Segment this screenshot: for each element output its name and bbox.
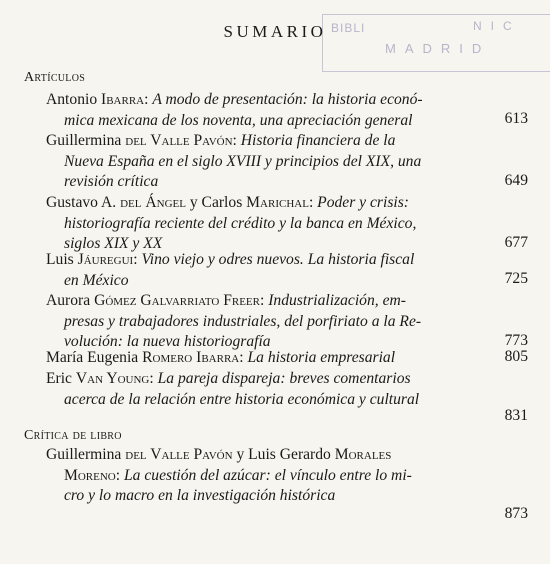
author-surname: del Valle Pavón xyxy=(125,446,233,463)
toc-entry xyxy=(46,291,466,353)
entry-title-cont: cro y lo macro en la investigación histórica xyxy=(64,487,336,504)
author-surname: Jáuregui xyxy=(77,251,134,268)
toc-entry xyxy=(46,131,466,193)
author-surname: del Valle Pavón xyxy=(125,132,233,149)
entry-title: Historia financiera de la xyxy=(240,132,396,149)
entry-line: Eric Van Young: La pareja dispareja: breves comentarios xyxy=(46,370,411,387)
entry-title: La cuestión del azúcar: el vínculo entre lo mi- xyxy=(124,466,412,484)
entry-line: María Eugenia Romero Ibarra: La historia empresarial xyxy=(46,349,396,366)
page-number: 805 xyxy=(504,348,528,365)
entry-title-cont: historiografía reciente del crédito y la banca en México, xyxy=(64,214,417,232)
page-number: 677 xyxy=(504,234,528,251)
entry-line: Antonio Ibarra: A modo de presentación: la historia econó- xyxy=(46,91,423,108)
page-number: 831 xyxy=(504,407,528,424)
entry-title: Industrialización, em- xyxy=(268,292,406,309)
entry-title: A modo de presentación: la historia econó- xyxy=(152,91,423,108)
author-surname: del Ángel xyxy=(120,194,186,211)
page-number: 725 xyxy=(504,270,528,287)
entry-title: Vino viejo y odres nuevos. La historia fiscal xyxy=(141,251,415,268)
entry-line: Luis Jáuregui: Vino viejo y odres nuevos. La historia fiscal xyxy=(46,251,415,268)
author-surname: Marichal xyxy=(246,194,309,211)
page-number: 773 xyxy=(504,332,528,349)
stamp-text-3: MADRID xyxy=(385,41,491,56)
entry-title-cont: siglos XIX y XX xyxy=(64,235,163,252)
page-number: 649 xyxy=(504,172,528,189)
entry-title-cont: en México xyxy=(64,271,129,289)
toc-entry xyxy=(46,90,466,131)
entry-title-cont: acerca de la relación entre historia económica y cultural xyxy=(64,390,420,408)
author-surname: Van Young xyxy=(75,370,150,387)
entry-title-cont: revisión crítica xyxy=(64,173,159,190)
stamp-text-1: BIBLI xyxy=(331,21,366,35)
section-heading-critica: Crítica de libro xyxy=(24,428,122,443)
author-surname: Ibarra xyxy=(101,91,145,108)
author-surname: Gómez Galvarriato Freer xyxy=(94,292,260,309)
entry-title: La pareja dispareja: breves comentarios xyxy=(157,370,411,387)
toc-entry xyxy=(46,193,466,255)
section-heading-articulos: Artículos xyxy=(24,70,86,85)
entry-line: Guillermina del Valle Pavón: Historia financiera de la xyxy=(46,132,396,149)
page-number: 873 xyxy=(504,505,528,522)
entry-title-cont: Nueva España en el siglo XVIII y principios del XIX, una xyxy=(64,152,422,170)
toc-entry xyxy=(46,445,466,507)
author-surname: Moreno xyxy=(64,466,116,484)
entry-title: La historia empresarial xyxy=(247,349,396,366)
entry-line: Guillermina del Valle Pavón y Luis Gerardo Morales xyxy=(46,446,392,463)
entry-line: Aurora Gómez Galvarriato Freer: Industrialización, em- xyxy=(46,292,406,309)
author-surname: Morales xyxy=(334,446,392,463)
toc-entry xyxy=(46,348,466,369)
entry-line: Moreno: La cuestión del azúcar: el vínculo entre lo mi- xyxy=(64,466,412,484)
toc-entry xyxy=(46,369,466,410)
toc-entry xyxy=(46,250,466,291)
entry-title-cont: presas y trabajadores industriales, del porfiriato a la Re- xyxy=(64,312,422,330)
entry-title-cont: mica mexicana de los noventa, una apreciación general xyxy=(64,111,413,129)
entry-title: Poder y crisis: xyxy=(317,194,409,211)
entry-title-cont: volución: la nueva historiografía xyxy=(64,333,271,350)
stamp-text-2: NIC xyxy=(473,19,521,33)
author-surname: Romero Ibarra xyxy=(142,349,240,366)
entry-line: Gustavo A. del Ángel y Carlos Marichal: Poder y crisis: xyxy=(46,194,409,211)
page-number: 613 xyxy=(504,110,528,127)
page-title: SUMARIO xyxy=(223,22,327,41)
